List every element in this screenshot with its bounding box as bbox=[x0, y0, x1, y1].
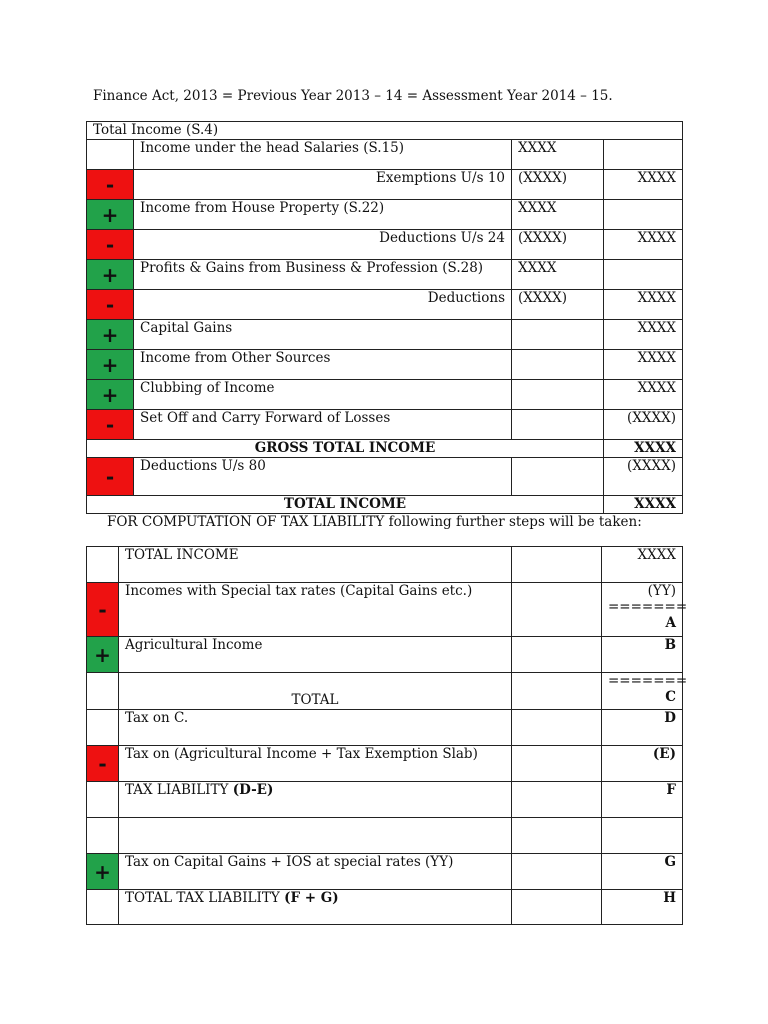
total-cell: XXXX bbox=[604, 350, 683, 380]
minus-sign: - bbox=[87, 746, 119, 782]
sign-cell bbox=[87, 710, 119, 746]
total-cell: XXXX bbox=[604, 290, 683, 320]
plus-sign: + bbox=[87, 260, 134, 290]
table-row bbox=[87, 380, 683, 410]
row-label: Set Off and Carry Forward of Losses bbox=[134, 410, 512, 440]
row-label: Tax on (Agricultural Income + Tax Exemption Slab) bbox=[119, 746, 512, 782]
table-row bbox=[87, 710, 683, 746]
table-row bbox=[87, 782, 683, 818]
table-row bbox=[87, 350, 683, 380]
minus-sign: - bbox=[87, 410, 134, 440]
minus-sign: - bbox=[87, 583, 119, 637]
row-letter: A bbox=[665, 615, 676, 631]
table-row bbox=[87, 200, 683, 230]
minus-sign: - bbox=[87, 458, 134, 496]
value-cell bbox=[602, 583, 688, 637]
amount-cell: XXXX bbox=[512, 140, 604, 170]
row-label: Deductions U/s 80 bbox=[134, 458, 512, 496]
total-cell bbox=[604, 200, 683, 230]
row-label-formula: (D-E) bbox=[232, 782, 274, 798]
amount-cell: (XXXX) bbox=[512, 230, 604, 260]
row-label: Deductions bbox=[134, 290, 512, 320]
total-cell: (XXXX) bbox=[604, 410, 683, 440]
total-cell: XXXX bbox=[604, 320, 683, 350]
amount-cell bbox=[512, 746, 602, 782]
row-letter: F bbox=[602, 782, 683, 818]
minus-sign: - bbox=[87, 170, 134, 200]
gross-total-row bbox=[87, 440, 683, 458]
tax-liability-table bbox=[86, 546, 688, 925]
row-label: Incomes with Special tax rates (Capital Gains etc.) bbox=[119, 583, 512, 637]
value-cell bbox=[602, 818, 683, 854]
row-label: TOTAL TAX LIABILITY bbox=[125, 890, 285, 906]
double-rule: ======= bbox=[608, 673, 688, 689]
sign-cell bbox=[87, 547, 119, 583]
double-rule: ======= bbox=[608, 599, 688, 615]
row-label: Profits & Gains from Business & Profession (S.28) bbox=[134, 260, 512, 290]
row-label: Tax on C. bbox=[119, 710, 512, 746]
plus-sign: + bbox=[87, 854, 119, 890]
table-row bbox=[87, 320, 683, 350]
plus-sign: + bbox=[87, 350, 134, 380]
table-row bbox=[87, 170, 683, 200]
amount-cell bbox=[512, 818, 602, 854]
row-label: Exemptions U/s 10 bbox=[134, 170, 512, 200]
table-row bbox=[87, 746, 683, 782]
row-letter: C bbox=[665, 689, 676, 705]
sign-cell bbox=[87, 673, 119, 710]
sign-cell bbox=[87, 140, 134, 170]
row-value: (YY) bbox=[647, 583, 676, 599]
table-row bbox=[87, 260, 683, 290]
row-letter: (E) bbox=[602, 746, 683, 782]
row-letter: B bbox=[602, 637, 683, 673]
table-row bbox=[87, 230, 683, 260]
total-income-row bbox=[87, 496, 683, 514]
row-label: Deductions U/s 24 bbox=[134, 230, 512, 260]
row-label-cell bbox=[119, 890, 512, 925]
plus-sign: + bbox=[87, 380, 134, 410]
gross-total-label: GROSS TOTAL INCOME bbox=[87, 440, 604, 458]
amount-cell: XXXX bbox=[512, 200, 604, 230]
row-label: TOTAL bbox=[119, 673, 512, 710]
row-label: Income from House Property (S.22) bbox=[134, 200, 512, 230]
amount-cell: XXXX bbox=[512, 260, 604, 290]
row-label: Income from Other Sources bbox=[134, 350, 512, 380]
amount-cell bbox=[512, 854, 602, 890]
table-row bbox=[87, 890, 683, 925]
amount-cell bbox=[512, 890, 602, 925]
amount-cell bbox=[512, 710, 602, 746]
table-row bbox=[87, 854, 683, 890]
total-cell bbox=[604, 260, 683, 290]
total-income-value: XXXX bbox=[604, 496, 683, 514]
row-label: Tax on Capital Gains + IOS at special rates (YY) bbox=[119, 854, 512, 890]
table-row bbox=[87, 673, 683, 710]
computation-instruction: FOR COMPUTATION OF TAX LIABILITY following further steps will be taken: bbox=[107, 514, 642, 530]
plus-sign: + bbox=[87, 637, 119, 673]
value-cell bbox=[602, 673, 688, 710]
row-label-formula: (F + G) bbox=[284, 890, 339, 906]
page-heading: Finance Act, 2013 = Previous Year 2013 – 14 = Assessment Year 2014 – 15. bbox=[93, 88, 613, 104]
total-income-table bbox=[86, 121, 683, 514]
minus-sign: - bbox=[87, 290, 134, 320]
table-row bbox=[87, 583, 683, 637]
row-letter: H bbox=[602, 890, 683, 925]
table-title: Total Income (S.4) bbox=[87, 122, 683, 140]
row-label: Income under the head Salaries (S.15) bbox=[134, 140, 512, 170]
row-label: TAX LIABILITY bbox=[125, 782, 233, 798]
minus-sign: - bbox=[87, 230, 134, 260]
amount-cell bbox=[512, 410, 604, 440]
sign-cell bbox=[87, 818, 119, 854]
table-row bbox=[87, 140, 683, 170]
total-cell: (XXXX) bbox=[604, 458, 683, 496]
table-row bbox=[87, 547, 683, 583]
table-row bbox=[87, 637, 683, 673]
sign-cell bbox=[87, 782, 119, 818]
table-row bbox=[87, 410, 683, 440]
plus-sign: + bbox=[87, 320, 134, 350]
amount-cell bbox=[512, 673, 602, 710]
plus-sign: + bbox=[87, 200, 134, 230]
table-row bbox=[87, 458, 683, 496]
amount-cell bbox=[512, 320, 604, 350]
table-row bbox=[87, 818, 683, 854]
amount-cell bbox=[512, 380, 604, 410]
total-cell bbox=[604, 140, 683, 170]
row-label-cell bbox=[119, 782, 512, 818]
amount-cell bbox=[512, 637, 602, 673]
total-income-label: TOTAL INCOME bbox=[87, 496, 604, 514]
amount-cell bbox=[512, 350, 604, 380]
gross-total-value: XXXX bbox=[604, 440, 683, 458]
amount-cell: (XXXX) bbox=[512, 170, 604, 200]
row-letter: D bbox=[602, 710, 683, 746]
amount-cell bbox=[512, 782, 602, 818]
amount-cell bbox=[512, 583, 602, 637]
total-cell: XXXX bbox=[604, 170, 683, 200]
row-label bbox=[119, 818, 512, 854]
row-label: Clubbing of Income bbox=[134, 380, 512, 410]
amount-cell: (XXXX) bbox=[512, 290, 604, 320]
row-label: Agricultural Income bbox=[119, 637, 512, 673]
amount-cell bbox=[512, 547, 602, 583]
amount-cell bbox=[512, 458, 604, 496]
total-cell: XXXX bbox=[604, 380, 683, 410]
row-label: Capital Gains bbox=[134, 320, 512, 350]
row-value: XXXX bbox=[602, 547, 683, 583]
sign-cell bbox=[87, 890, 119, 925]
table-title-row bbox=[87, 122, 683, 140]
row-label: TOTAL INCOME bbox=[119, 547, 512, 583]
total-cell: XXXX bbox=[604, 230, 683, 260]
row-letter: G bbox=[602, 854, 683, 890]
table-row bbox=[87, 290, 683, 320]
